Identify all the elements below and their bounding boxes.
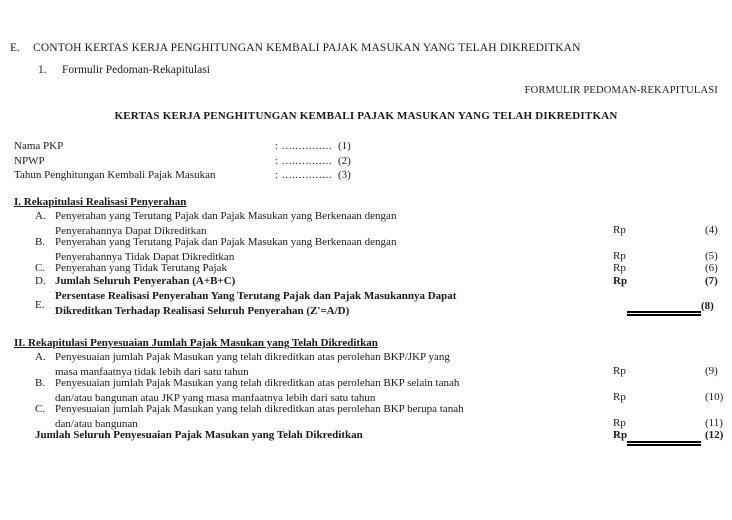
field-label: Nama PKP	[14, 140, 64, 152]
item-line: dan/atau bangunan atau JKP yang masa manfaatnya lebih dari satu tahun	[55, 391, 376, 404]
item-body	[55, 403, 595, 432]
item-marker: B.	[35, 236, 46, 248]
outline-item-1	[38, 64, 210, 76]
amount-number: (5)	[705, 250, 718, 262]
page-title: KERTAS KERJA PENGHITUNGAN KEMBALI PAJAK MASUKAN YANG TELAH DIKREDITKAN	[114, 110, 618, 122]
field-label: Tahun Penghitungan Kembali Pajak Masukan	[14, 169, 216, 181]
double-rule-8	[627, 311, 701, 316]
item-marker: C.	[35, 403, 46, 415]
field-dots: ...............	[282, 154, 333, 167]
item-line: dan/atau bangunan	[55, 417, 138, 430]
form-code: FORMULIR PEDOMAN-REKAPITULASI	[524, 85, 718, 96]
item-line: Penyerahan yang Terutang Pajak dan Pajak Masukan yang Berkenaan dengan	[55, 236, 397, 248]
field-number: (1)	[338, 140, 351, 152]
item-marker: A.	[35, 351, 46, 363]
currency-label: Rp	[613, 262, 626, 274]
item-body	[55, 236, 595, 265]
item-line: Penyesuaian jumlah Pajak Masukan yang telah dikreditkan atas perolehan BKP/JKP yang	[55, 351, 450, 363]
currency-label: Rp	[613, 275, 628, 287]
field-row	[14, 155, 351, 170]
currency-label: Rp	[613, 224, 626, 236]
item-marker: E.	[35, 298, 45, 311]
outline-item-e	[10, 42, 581, 54]
outline-subheading: Formulir Pedoman-Rekapitulasi	[62, 64, 210, 76]
field-dots: ...............	[282, 169, 333, 181]
field-separator: :	[275, 140, 279, 152]
amount-row-11	[613, 417, 723, 429]
section-two-total-label: Jumlah Seluruh Penyesuaian Pajak Masukan yang Telah Dikreditkan	[35, 429, 363, 441]
field-separator: :	[275, 169, 279, 181]
field-separator: :	[275, 154, 279, 167]
amount-row-8	[701, 300, 714, 312]
field-row	[14, 169, 351, 184]
section-two-title: II. Rekapitulasi Penyesuaian Jumlah Pajak Masukan yang Telah Dikreditkan	[14, 337, 378, 349]
amount-number: (12)	[705, 429, 724, 441]
item-body	[55, 351, 595, 380]
item-line: Persentase Realisasi Penyerahan Yang Terutang Pajak dan Pajak Masukannya Dapat	[55, 290, 457, 302]
item-line: Penyesuaian jumlah Pajak Masukan yang telah dikreditkan atas perolehan BKP berupa tanah	[55, 403, 464, 415]
item-marker: C.	[35, 262, 46, 274]
item-marker: B.	[35, 377, 46, 389]
currency-label: Rp	[613, 365, 626, 377]
outline-marker-e: E.	[10, 42, 20, 54]
item-line: Jumlah Seluruh Penyerahan (A+B+C)	[55, 275, 236, 287]
amount-number: (4)	[705, 224, 718, 236]
field-dots: ...............	[282, 140, 333, 152]
item-line: Penyerahan yang Tidak Terutang Pajak	[55, 262, 227, 274]
section-one-title: I. Rekapitulasi Realisasi Penyerahan	[14, 196, 187, 208]
item-line: Penyesuaian jumlah Pajak Masukan yang telah dikreditkan atas perolehan BKP selain tanah	[55, 377, 460, 389]
item-line: Penyerahannya Tidak Dapat Dikreditkan	[55, 250, 235, 263]
field-number: (3)	[338, 169, 351, 181]
double-rule-12	[627, 441, 701, 446]
amount-number: (7)	[705, 275, 718, 287]
amount-row-12	[613, 429, 723, 441]
item-line: Penyerahan yang Terutang Pajak dan Pajak Masukan yang Berkenaan dengan	[55, 210, 397, 222]
currency-label: Rp	[613, 250, 626, 262]
item-line: Penyerahannya Dapat Dikreditkan	[55, 224, 207, 237]
amount-number: (9)	[705, 365, 718, 377]
item-marker: A.	[35, 210, 46, 222]
currency-label: Rp	[613, 391, 626, 403]
item-body	[55, 210, 595, 239]
item-body	[55, 377, 595, 406]
outline-marker-1: 1.	[38, 64, 47, 76]
outline-heading: CONTOH KERTAS KERJA PENGHITUNGAN KEMBALI PAJAK MASUKAN YANG TELAH DIKREDITKAN	[33, 42, 581, 54]
field-label: NPWP	[14, 154, 45, 167]
amount-row-9	[613, 365, 718, 377]
amount-row-6	[613, 262, 718, 274]
amount-number: (10)	[705, 391, 724, 403]
field-row	[14, 140, 351, 155]
item-marker: D.	[35, 275, 46, 287]
item-line: masa manfaatnya tidak lebih dari satu tahun	[55, 365, 249, 378]
amount-row-7	[613, 275, 718, 287]
amount-number: (11)	[705, 417, 723, 429]
amount-row-10	[613, 391, 723, 403]
identity-fields	[14, 140, 351, 184]
currency-label: Rp	[613, 429, 628, 441]
item-body	[55, 290, 595, 319]
amount-number: (6)	[705, 262, 718, 274]
currency-label: Rp	[613, 417, 626, 429]
amount-row-4	[613, 224, 718, 236]
amount-row-5	[613, 250, 718, 262]
amount-number: (8)	[701, 300, 714, 312]
item-body	[55, 275, 595, 290]
item-line: Dikreditkan Terhadap Realisasi Seluruh Penyerahan (Z'=A/D)	[55, 304, 350, 317]
field-number: (2)	[338, 154, 351, 167]
